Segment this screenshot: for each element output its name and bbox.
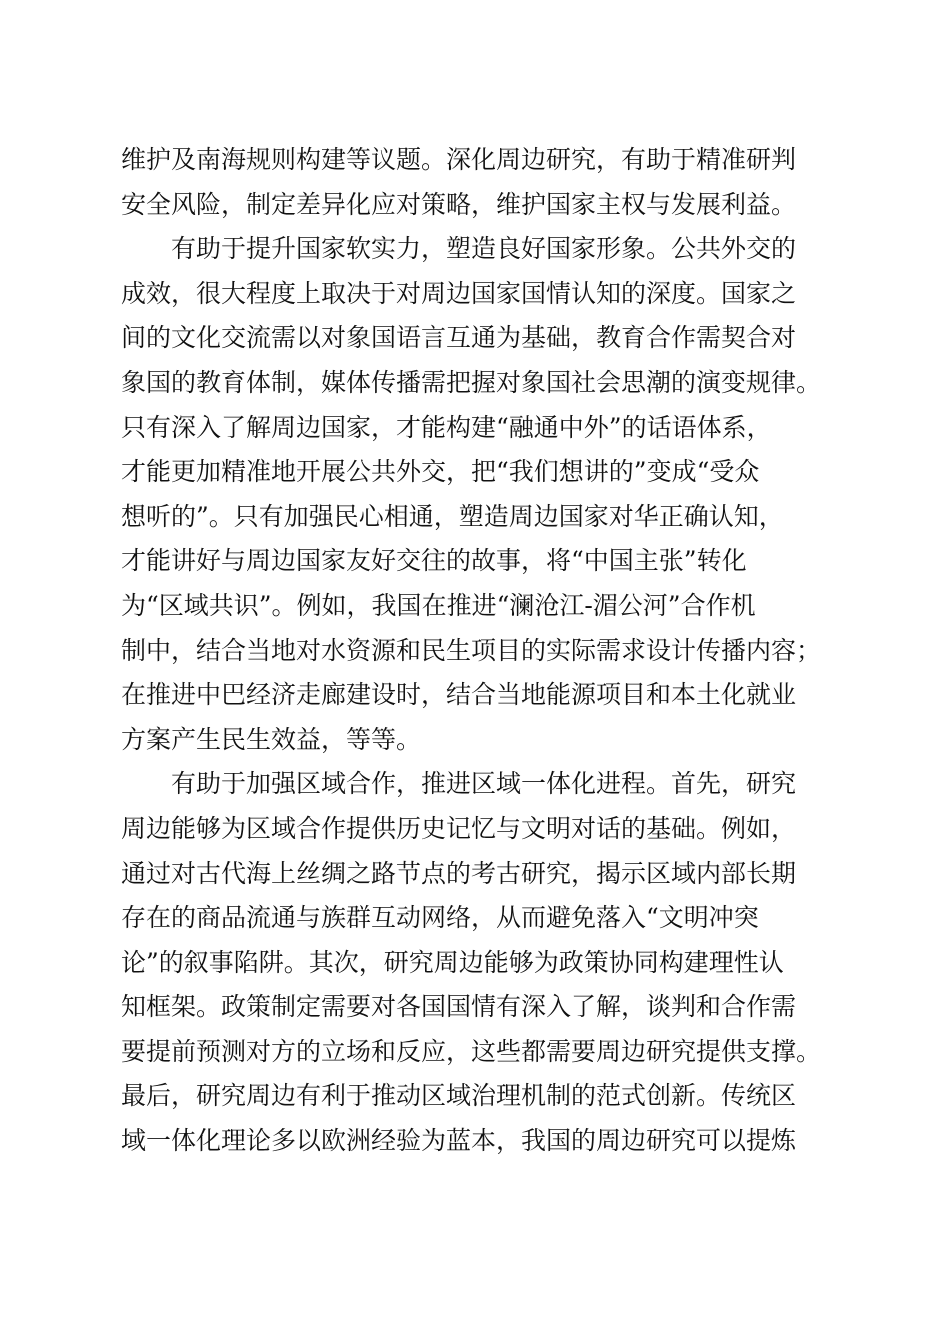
- text-line: 只有深入了解周边国家，才能构建“融通中外”的话语体系，: [121, 412, 772, 442]
- text-line: 安全风险，制定差异化应对策略，维护国家主权与发展利益。: [121, 189, 797, 219]
- text-line: 制中，结合当地对水资源和民生项目的实际需求设计传播内容；: [121, 635, 822, 665]
- text-line: 论”的叙事陷阱。其次，研究周边能够为政策协同构建理性认: [121, 947, 784, 977]
- text-line: 通过对古代海上丝绸之路节点的考古研究，揭示区域内部长期: [121, 858, 797, 888]
- text-line: 有助于提升国家软实力，塑造良好国家形象。公共外交的: [171, 234, 797, 264]
- paragraph-soft-power: [121, 227, 831, 762]
- body-text: [121, 138, 831, 1164]
- text-line: 在推进中巴经济走廊建设时，结合当地能源项目和本土化就业: [121, 680, 797, 710]
- text-line: 存在的商品流通与族群互动网络，从而避免落入“文明冲突: [121, 903, 759, 933]
- text-line: 维护及南海规则构建等议题。深化周边研究，有助于精准研判: [121, 145, 797, 174]
- text-line: 最后，研究周边有利于推动区域治理机制的范式创新。传统区: [121, 1081, 797, 1111]
- paragraph-regional-cooperation: [121, 762, 831, 1163]
- text-line: 想听的”。只有加强民心相通，塑造周边国家对华正确认知，: [121, 501, 784, 531]
- text-line: 才能讲好与周边国家友好交往的故事，将“中国主张”转化: [121, 546, 747, 576]
- text-line: 为“区域共识”。例如，我国在推进“澜沧江-湄公河”合作机: [121, 590, 756, 620]
- text-line: 方案产生民生效益，等等。: [121, 724, 422, 754]
- text-line: 才能更加精准地开展公共外交，把“我们想讲的”变成“受众: [121, 457, 760, 487]
- text-line: 成效，很大程度上取决于对周边国家国情认知的深度。国家之: [121, 278, 797, 308]
- text-line: 周边能够为区域合作提供历史记忆与文明对话的基础。例如，: [121, 813, 797, 843]
- text-line: 象国的教育体制，媒体传播需把握对象国社会思潮的演变规律。: [121, 367, 822, 397]
- text-line: 域一体化理论多以欧洲经验为蓝本，我国的周边研究可以提炼: [121, 1126, 797, 1156]
- text-line: 有助于加强区域合作，推进区域一体化进程。首先，研究: [171, 769, 797, 799]
- text-line: 知框架。政策制定需要对各国国情有深入了解，谈判和合作需: [121, 992, 797, 1022]
- paragraph-security: [121, 138, 831, 227]
- text-line: 间的文化交流需以对象国语言互通为基础，教育合作需契合对: [121, 323, 797, 353]
- text-line: 要提前预测对方的立场和反应，这些都需要周边研究提供支撑。: [121, 1036, 822, 1066]
